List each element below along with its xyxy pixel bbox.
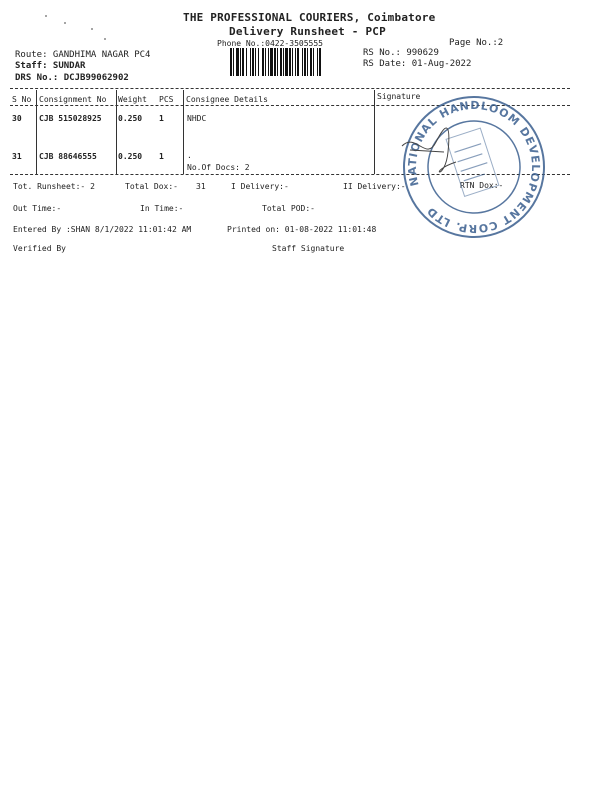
scan-speck — [104, 38, 106, 40]
row-doc-count: No.Of Docs: 2 — [187, 163, 250, 172]
column-divider — [374, 90, 375, 174]
barcode-bar — [242, 48, 244, 76]
barcode-bar — [302, 48, 303, 76]
row-weight: 0.250 — [118, 152, 143, 161]
rs-number: RS No.: 990629 — [363, 48, 439, 58]
header-signature: Signature — [377, 92, 421, 101]
barcode-bar — [230, 48, 232, 76]
row-weight: 0.250 — [118, 114, 143, 123]
stamp-ring-text: NATIONAL HANDLOOM DEVELOPMENT CORP. LTD — [405, 98, 543, 236]
total-dox-label: Total Dox:- — [125, 182, 178, 191]
barcode-bar — [295, 48, 296, 76]
barcode-bar — [274, 48, 276, 76]
barcode-bar — [283, 48, 284, 76]
out-time: Out Time:- — [13, 204, 62, 213]
printed-on: Printed on: 01-08-2022 11:01:48 — [227, 225, 377, 234]
entered-by: Entered By :SHAN 8/1/2022 11:01:42 AM — [13, 225, 192, 234]
row-consignee: NHDC — [187, 114, 207, 123]
runsheet-title: Delivery Runsheet - PCP — [229, 25, 386, 38]
header-consignee: Consignee Details — [186, 95, 268, 104]
barcode-bar — [270, 48, 273, 76]
barcode-bar — [233, 48, 234, 76]
barcode-bar — [317, 48, 318, 76]
total-pod: Total POD:- — [262, 204, 315, 213]
column-divider — [36, 90, 37, 174]
second-delivery: II Delivery:- — [343, 182, 406, 191]
scan-speck — [64, 22, 66, 24]
barcode-bar — [258, 48, 259, 76]
scan-speck — [45, 15, 47, 17]
first-delivery: I Delivery:- — [231, 182, 289, 191]
barcode-bar — [304, 48, 306, 76]
column-divider — [116, 90, 117, 174]
company-stamp — [396, 92, 552, 242]
return-dox: RTN Dox:- — [460, 181, 504, 190]
drs-number: DRS No.: DCJB99062902 — [15, 73, 129, 83]
barcode-bar — [280, 48, 282, 76]
phone-number: Phone No.:0422-3505555 — [217, 39, 323, 48]
barcode-bar — [255, 48, 256, 76]
staff-signature: Staff Signature — [272, 244, 345, 253]
row-pcs: 1 — [159, 114, 164, 123]
barcode-bar — [319, 48, 321, 76]
verified-by: Verified By — [13, 244, 66, 253]
barcode-bar — [307, 48, 308, 76]
header-consignment: Consignment No — [39, 95, 107, 104]
company-title: THE PROFESSIONAL COURIERS, Coimbatore — [183, 11, 436, 24]
row-consignment: CJB 88646555 — [39, 152, 97, 161]
header-weight: Weight — [118, 95, 147, 104]
barcode-bar — [250, 48, 251, 76]
barcode-bar — [240, 48, 241, 76]
barcode-bar — [268, 48, 269, 76]
scan-speck — [91, 28, 93, 30]
table-top-rule — [10, 88, 570, 89]
barcode-bar — [285, 48, 288, 76]
barcode-bar — [246, 48, 247, 76]
row-consignment: CJB 515028925 — [39, 114, 102, 123]
barcode-image — [230, 48, 360, 76]
barcode-bar — [297, 48, 299, 76]
barcode-bar — [292, 48, 293, 76]
row-sno: 31 — [12, 152, 22, 161]
row-consignee: . — [187, 151, 192, 160]
rs-date: RS Date: 01-Aug-2022 — [363, 59, 472, 69]
barcode-bar — [289, 48, 291, 76]
barcode-bar — [313, 48, 314, 76]
barcode-bar — [262, 48, 264, 76]
row-sno: 30 — [12, 114, 22, 123]
barcode-bar — [310, 48, 312, 76]
column-divider — [183, 90, 184, 174]
staff-label: Staff: SUNDAR — [15, 61, 86, 71]
row-pcs: 1 — [159, 152, 164, 161]
barcode-bar — [265, 48, 266, 76]
header-sno: S No — [12, 95, 32, 104]
total-runsheet: Tot. Runsheet:- 2 — [13, 182, 95, 191]
route-label: Route: GANDHIMA NAGAR PC4 — [15, 50, 151, 60]
in-time: In Time:- — [140, 204, 184, 213]
page-number: Page No.:2 — [449, 38, 504, 48]
barcode-bar — [236, 48, 239, 76]
header-pcs: PCS — [159, 95, 174, 104]
total-dox-value: 31 — [196, 182, 206, 191]
barcode-bar — [252, 48, 254, 76]
barcode-bar — [277, 48, 278, 76]
